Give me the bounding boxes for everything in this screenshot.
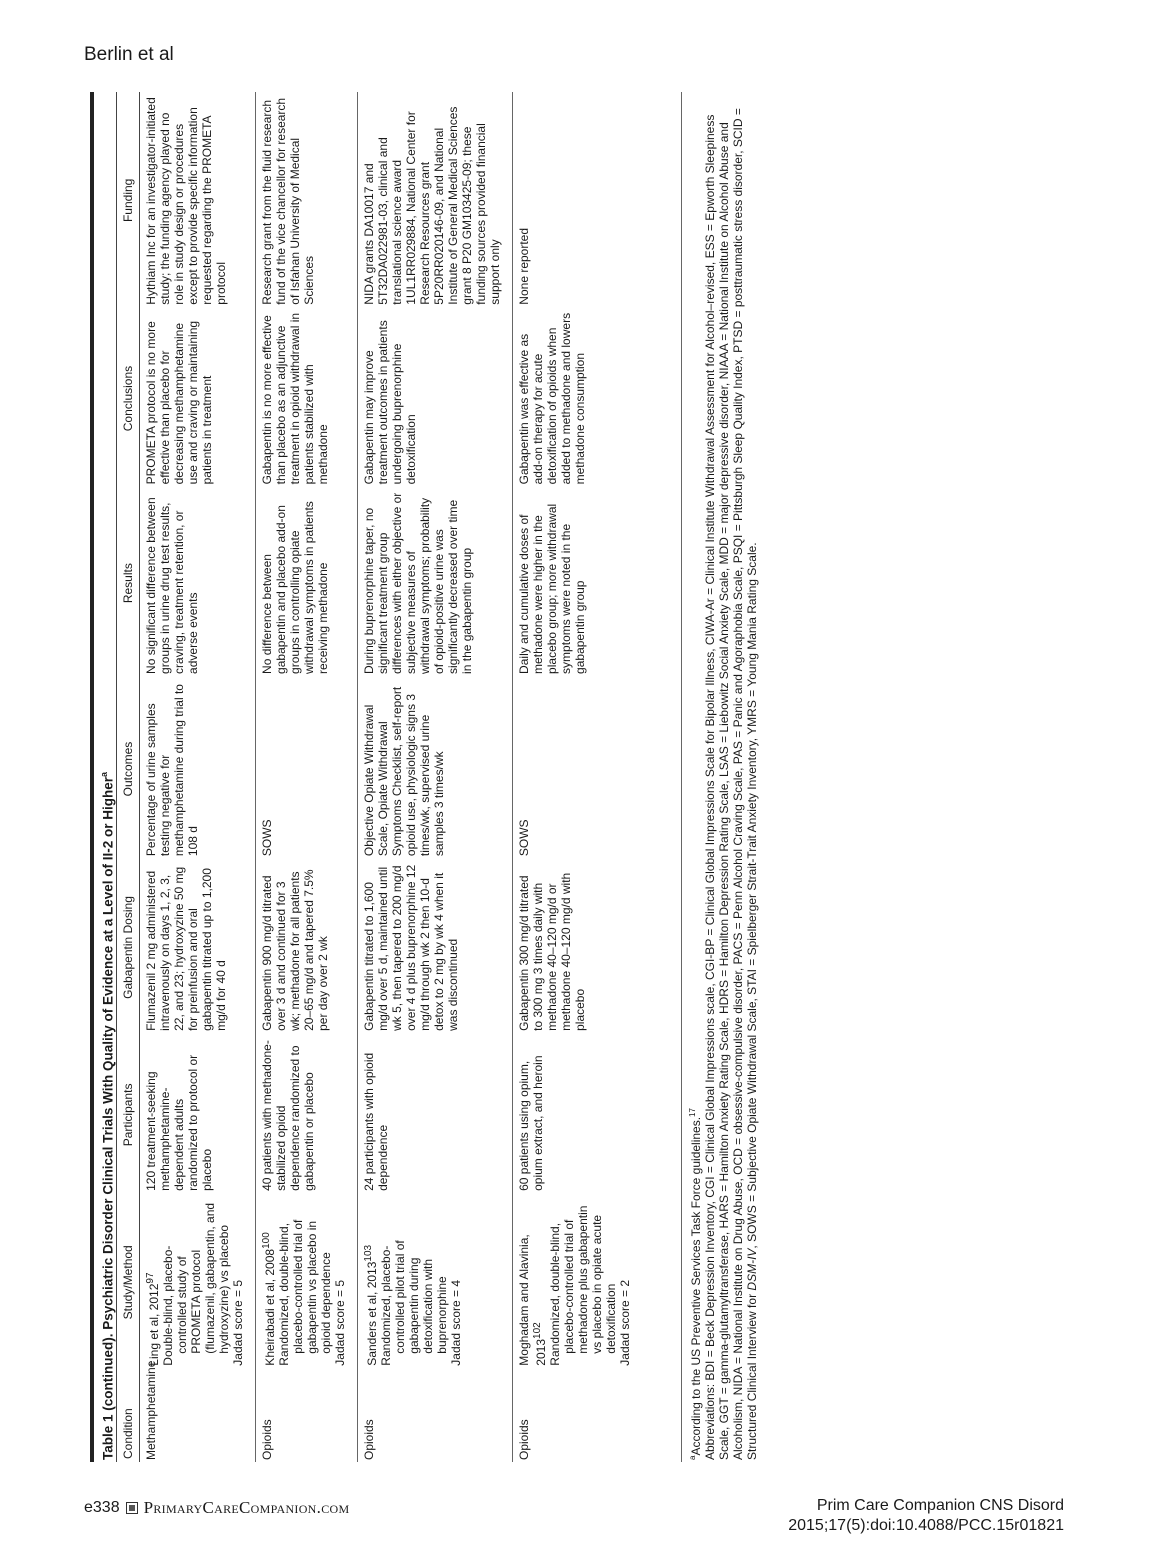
abbreviations-part-2: , SOWS = Subjective Opiate Withdrawal Scale, STAI = Spielberger Strait-Trait Anxiety Inventory, YMRS = Young Mania Rating Scale.: [745, 542, 759, 1249]
data-table: [117, 92, 682, 1462]
cell-participants: 24 participants with opioid dependence: [358, 1035, 513, 1195]
table-title: [90, 92, 117, 1462]
table-row: [256, 92, 358, 1462]
cell-dosing: Flumazenil 2 mg administered intravenously on days 1, 2, 3, 22, and 23; hydroxyzine 50 mg for preinfusion and oral gabapentin titrated up to 1,200 mg/d for 40 d: [140, 860, 256, 1035]
cell-condition: Opioids: [513, 1370, 682, 1462]
table-header-row: [117, 92, 140, 1462]
footnote-a-text: According to the US Preventive Services Task Force guidelines.: [689, 1116, 703, 1456]
study-ref: 102: [532, 1322, 543, 1339]
study-method: Randomized, double-blind, placebo-controlled trial of gabapentin vs placebo in opioid dependence: [277, 1219, 333, 1366]
col-header-outcomes: Outcomes: [117, 678, 140, 860]
col-header-dosing: Gabapentin Dosing: [117, 860, 140, 1035]
cell-funding: Research grant from the fluid research fund of the vice chancellor for research of Isfahan University of Medical Sciences: [256, 92, 358, 309]
study-ref: 97: [145, 1272, 156, 1284]
study-name: Kheirabadi et al, 2008: [263, 1248, 277, 1366]
table-title-text: Table 1 (continued). Psychiatric Disorder Clinical Trials With Quality of Evidence at a Level of II-2 or Higher: [100, 776, 116, 1460]
col-header-participants: Participants: [117, 1035, 140, 1195]
table-row: [513, 92, 682, 1462]
footnote-a-mark: a: [688, 1455, 697, 1460]
study-name: Ling et al, 2012: [147, 1283, 161, 1366]
table-footnotes: [682, 92, 759, 1462]
cell-condition: Methamphetamine: [140, 1370, 256, 1462]
footer-left: [84, 1498, 349, 1518]
cell-study: [513, 1195, 682, 1370]
cell-results: No difference between gabapentin and placebo add-on groups in controlling opiate withdrawal symptoms in patients receiving methadone: [256, 488, 358, 678]
cell-results: Daily and cumulative doses of methadone were higher in the placebo group; more withdrawal symptoms were noted in the gabapentin group: [513, 488, 682, 678]
cell-results: During buprenorphine taper, no significant treatment group differences with either objective or subjective measures of withdrawal symptoms; probability of opioid-positive urine was significantly decreased over time in the gabapentin group: [358, 488, 513, 678]
study-name: Sanders et al, 2013: [365, 1261, 379, 1366]
jadad-score: Jadad score = 4: [449, 1279, 463, 1366]
cell-dosing: Gabapentin 900 mg/d titrated over 3 d and continued for 3 wk; methadone for all patients 20–65 mg/d and tapered 7.5% per day over 2 wk: [256, 860, 358, 1035]
table-row: [140, 92, 256, 1462]
cell-conclusions: PROMETA protocol is no more effective than placebo for decreasing methamphetamine use and craving or maintaining patients in treatment: [140, 309, 256, 489]
cell-dosing: Gabapentin titrated to 1,600 mg/d over 5 d, maintained until wk 5, then tapered to 200 mg/d over 4 d plus buprenorphine 12 mg/d through wk 2 then 10-d detox to 2 mg by wk 4 when it was discontinued: [358, 860, 513, 1035]
cell-participants: 40 patients with methadone-stabilized opioid dependence randomized to gabapentin or placebo: [256, 1035, 358, 1195]
cell-results: No significant difference between groups in urine drug test results, craving, treatment retention, or adverse events: [140, 488, 256, 678]
col-header-results: Results: [117, 488, 140, 678]
col-header-conclusions: Conclusions: [117, 309, 140, 489]
cell-study: [358, 1195, 513, 1370]
cell-dosing: Gabapentin 300 mg/d titrated to 300 mg 3 times daily with methadone 40–120 mg/d or methadone 40–120 mg/d with placebo: [513, 860, 682, 1035]
col-header-funding: Funding: [117, 92, 140, 309]
cell-condition: Opioids: [358, 1370, 513, 1462]
cell-funding: NIDA grants DA10017 and 5T32DA022981-03, clinical and translational science award 1UL1RR029884, National Center for Research Resources grant 5P20RR020146-09, and National Institute of General Medical Sciences grant 8 P20 GM103425-09; these funding sources provided financial support only: [358, 92, 513, 309]
square-bullet-icon: [126, 1502, 138, 1514]
cell-outcomes: Percentage of urine samples testing negative for methamphetamine during trial to 108 d: [140, 678, 256, 860]
study-method: Double-blind, placebo-controlled study of PROMETA protocol (flumazenil, gabapentin, and hydroxyzine) vs placebo: [161, 1202, 231, 1366]
table-row: [358, 92, 513, 1462]
jadad-score: Jadad score = 5: [231, 1279, 245, 1366]
cell-condition: Opioids: [256, 1370, 358, 1462]
jadad-score: Jadad score = 2: [618, 1279, 632, 1366]
running-head: Berlin et al: [84, 44, 174, 65]
cell-participants: 120 treatment-seeking methamphetamine-dependent adults randomized to protocol or placebo: [140, 1035, 256, 1195]
rotated-table-panel: [90, 92, 970, 1462]
abbreviations-part-1: Abbreviations: BDI = Beck Depression Inventory, CGI = Clinical Global Impressions scale, CGI-BP = Clinical Global Impressions Scale for Bipolar Illness, CIWA-Ar = Clinical Institute Withdrawal Assessment for Alcohol–revised, ESS = Epworth Sleepiness Scale, GGT = gamma-glutamyltransferase, HARS = Hamilton Anxiety Rating Scale, HDRS = Hamilton Depression Rating Scale, LSAS = Liebowitz Social Anxiety Scale, MDD = major depressive disorder, NIAAA = National Institute on Alcohol Abuse and Alcoholism, NIDA = National Institute on Drug Abuse, OCD = obsessive-compulsive disorder, PACS = Penn Alcohol Craving Scale, PAS = Panic and Agoraphobia Scale, PSQI = Pittsburgh Sleep Quality Index, PTSD = posttraumatic stress disorder, SCID = Structured Clinical Interview for: [703, 108, 759, 1460]
footnote-a-ref: 17: [688, 1108, 697, 1117]
col-header-study: Study/Method: [117, 1195, 140, 1370]
journal-site-link[interactable]: PrimaryCareCompanion.com: [143, 1498, 350, 1517]
study-ref: 100: [261, 1232, 272, 1249]
jadad-score: Jadad score = 5: [333, 1279, 347, 1366]
journal-name: Prim Care Companion CNS Disord: [816, 1497, 1064, 1514]
footnote-a: [686, 94, 703, 1460]
cell-study: [140, 1195, 256, 1370]
cell-funding: None reported: [513, 92, 682, 309]
journal-citation: 2015;17(5):doi:10.4088/PCC.15r01821: [788, 1517, 1064, 1534]
cell-funding: Hythiam Inc for an investigator-initiated study; the funding agency played no role in study design or procedures except to provide specific information requested regarding the PROMETA protocol: [140, 92, 256, 309]
cell-conclusions: Gabapentin may improve treatment outcomes in patients undergoing buprenorphine detoxification: [358, 309, 513, 489]
study-ref: 103: [363, 1244, 374, 1262]
col-header-condition: Condition: [117, 1370, 140, 1462]
abbreviations-dsm: DSM-IV: [745, 1248, 759, 1291]
cell-study: [256, 1195, 358, 1370]
cell-outcomes: SOWS: [513, 678, 682, 860]
abbreviations: [703, 94, 759, 1460]
study-method: Randomized, double-blind, placebo-controlled trial of methadone plus gabapentin vs placebo in opiate acute detoxification: [548, 1205, 618, 1366]
cell-outcomes: Objective Opiate Withdrawal Scale, Opiate Withdrawal Symptoms Checklist, self-report opioid use, physiologic signs 3 times/wk, supervised urine samples 3 times/wk: [358, 678, 513, 860]
table-title-sup: a: [99, 771, 109, 777]
study-name: Moghadam and Alavinia, 2013: [517, 1234, 548, 1366]
page-number: e338: [84, 1499, 120, 1516]
cell-conclusions: Gabapentin was effective as add-on therapy for acute detoxification of opioids when added to methadone and lowers methadone consumption: [513, 309, 682, 489]
cell-conclusions: Gabapentin is no more effective than placebo as an adjunctive treatment in opioid withdrawal in patients stabilized with methadone: [256, 309, 358, 489]
cell-outcomes: SOWS: [256, 678, 358, 860]
footer-right: [788, 1496, 1064, 1536]
cell-participants: 60 patients using opium, opium extract, and heroin: [513, 1035, 682, 1195]
study-method: Randomized, placebo-controlled pilot trial of gabapentin during detoxification with buprenorphine: [379, 1240, 449, 1366]
